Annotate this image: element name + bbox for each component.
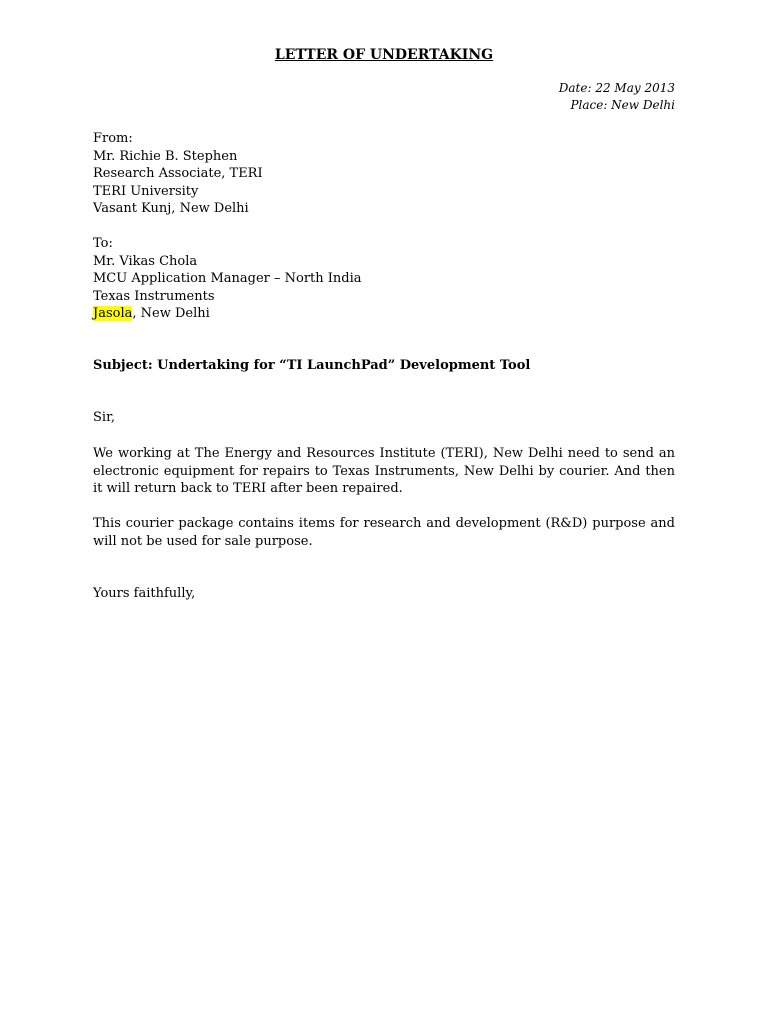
recipient-position: MCU Application Manager – North India [93,271,362,286]
to-label: To: [93,236,113,251]
document-title: LETTER OF UNDERTAKING [274,47,494,63]
subject-line: Subject: Undertaking for “TI LaunchPad” Development Tool [93,358,531,373]
closing: Yours faithfully, [93,586,196,601]
sender-address: Vasant Kunj, New Delhi [93,201,249,216]
salutation: Sir, [93,410,115,425]
sender-position: Research Associate, TERI [93,166,263,181]
date-place-block [559,80,675,114]
recipient-address-rest: , New Delhi [132,306,210,321]
body-paragraph-2: This courier package contains items for research and development (R&D) purpose and will not be used for sale purpose. [93,516,675,549]
letter-date: Date: 22 May 2013 [558,81,675,95]
highlighted-text: Jasola [93,306,133,321]
from-label: From: [93,131,133,146]
letter-place: Place: New Delhi [570,98,675,112]
recipient-organization: Texas Instruments [93,288,215,304]
recipient-block [93,235,362,323]
sender-name: Mr. Richie B. Stephen [93,148,238,164]
recipient-name: Mr. Vikas Chola [93,253,198,269]
recipient-address [93,305,362,323]
sender-block [93,130,263,218]
sender-organization: TERI University [93,183,199,199]
body-paragraph-1: We working at The Energy and Resources Institute (TERI), New Delhi need to send an electronic equipment for repairs to Texas Instruments, New Delhi by courier. And then it will return back to TERI after been repaired. [93,446,675,496]
